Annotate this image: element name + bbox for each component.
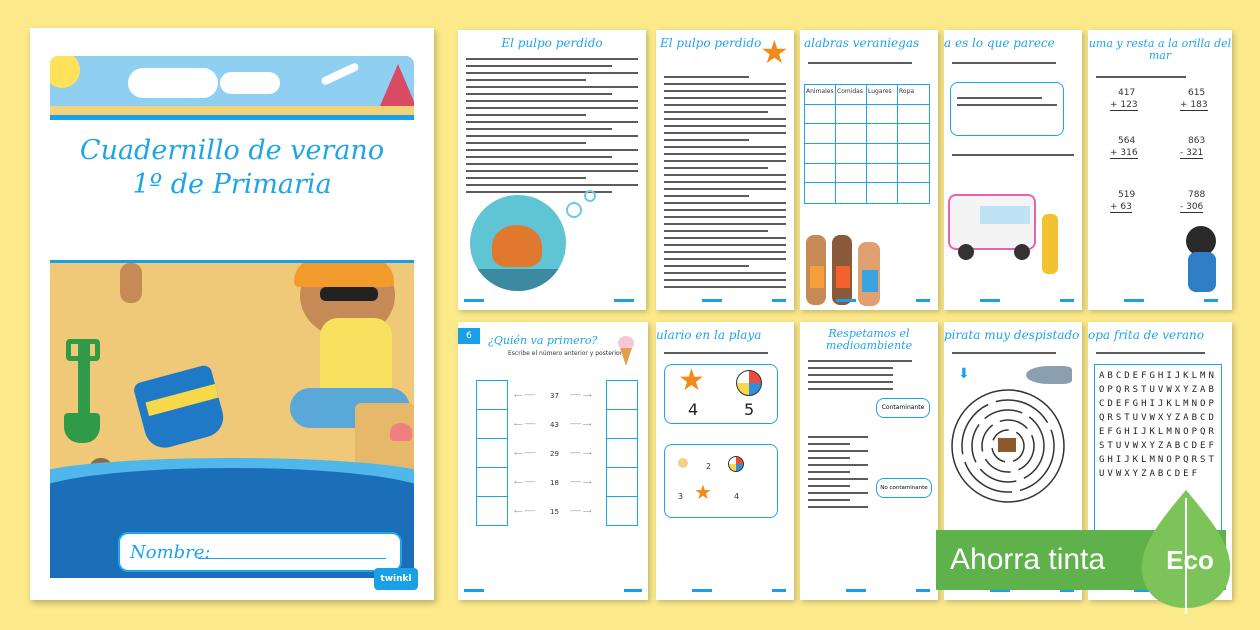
sheet-title: Respetamos el medioambiente: [825, 327, 913, 352]
worksheet-no-es-lo-que-parece: [944, 30, 1082, 310]
worksheet-respetamos-el-medioambiente: [800, 322, 938, 600]
cover-sky-banner: [50, 56, 414, 120]
beach-ball-icon: [736, 370, 762, 396]
sheet-title: alabras veraniegas: [804, 36, 920, 50]
starfish-icon: ★: [760, 33, 789, 71]
beach-illustration: [50, 260, 414, 578]
sail-icon: [380, 64, 414, 106]
shark-icon: [1026, 366, 1072, 384]
word-search-grid: ABCDEFGHIJKLMNOPQRSTUVWXYZABCDEFGHIJKLMNOPQRSTUVWXYZABCDEFGHIJKLMNOPQRSTUVWXYZABCDEFGHIJKLMNOPQRSTUVWXYZABCDEF: [1094, 364, 1222, 534]
ice-cream-van: [948, 194, 1036, 250]
shell-icon: [390, 423, 412, 441]
page-number-badge: 6: [458, 328, 480, 344]
ice-cream-icon: [614, 336, 640, 366]
cover-page: [30, 28, 434, 600]
ice-cream-icon: [678, 458, 688, 468]
worksheet-el-pulpo-perdido-1: [458, 30, 646, 310]
cover-title-line-2: 1º de Primaria: [132, 169, 332, 200]
maze: [948, 386, 1068, 506]
cover-title-line-1: Cuadernillo de verano: [79, 135, 385, 166]
worksheet-quien-va-primero: 6 ¿Quién va primero? Escribe el número anterior y posterior ⟵ ─── ─── ⟶ ⟵ ─── ─── ⟶ ⟵ ─── ─── ⟶ ⟵ ─── ─── ⟶ ⟵ ─── ─── ⟶ 37 43 29 18 15: [458, 322, 648, 600]
starfish-icon: ★: [678, 363, 705, 398]
sheet-title: pirata muy despistado: [944, 328, 1080, 342]
bubble-icon: [584, 190, 596, 202]
answer-column-right: [606, 380, 638, 526]
sheet-title: opa frita de verano: [1088, 328, 1205, 342]
name-field[interactable]: [118, 532, 402, 572]
sheet-title: ¿Quién va primero?: [488, 334, 598, 347]
spade-icon: [78, 341, 90, 421]
wheel-icon: [1014, 244, 1030, 260]
worksheet-palabras-veraniegas: [800, 30, 938, 310]
girl-figure: [1188, 252, 1216, 292]
eco-banner-text: Ahorra tinta: [950, 543, 1106, 576]
option-contaminante: Contaminante: [876, 398, 930, 418]
sheet-title: uma y resta a la orilla del mar: [1088, 37, 1232, 62]
sunglasses-icon: [320, 287, 378, 301]
cloud-icon: [128, 68, 218, 98]
sheet-title: a es lo que parece: [944, 36, 1055, 50]
info-box: [950, 82, 1064, 136]
sun-icon: [50, 56, 80, 88]
girl-body: [320, 318, 392, 398]
starfish-icon: ★: [694, 480, 712, 504]
seagull-icon: [320, 62, 360, 86]
answer-column-left: [476, 380, 508, 526]
octopus-illustration: [470, 195, 566, 291]
beach-ball-icon: [728, 456, 744, 472]
worksheet-el-pulpo-perdido-2: [656, 30, 794, 310]
worksheet-suma-y-resta: uma y resta a la orilla del mar 417 + 123 615 + 183 564 + 316 863 - 321 519 + 63 788 - 306: [1088, 30, 1232, 310]
cloud-icon: [220, 72, 280, 94]
arrow-down-icon: ⬇: [958, 366, 970, 382]
sheet-title: El pulpo perdido: [501, 36, 603, 50]
worksheet-vocabulario-en-la-playa: ulario en la playa ★ 4 5 2 3 ★ 4: [656, 322, 794, 600]
name-label: Nombre:: [130, 542, 211, 563]
bubble-icon: [566, 202, 582, 218]
child-figure: [1042, 214, 1058, 274]
count-box: [664, 444, 778, 518]
sheet-title: El pulpo perdido: [660, 36, 762, 50]
word-table: Animales Comidas Lugares Ropa: [804, 84, 930, 204]
option-no-contaminante: No contaminante: [876, 478, 932, 498]
twinkl-logo: twinkl: [374, 568, 418, 590]
wheel-icon: [958, 244, 974, 260]
eco-label: Eco: [1166, 545, 1214, 575]
sheet-title: ulario en la playa: [656, 328, 762, 342]
